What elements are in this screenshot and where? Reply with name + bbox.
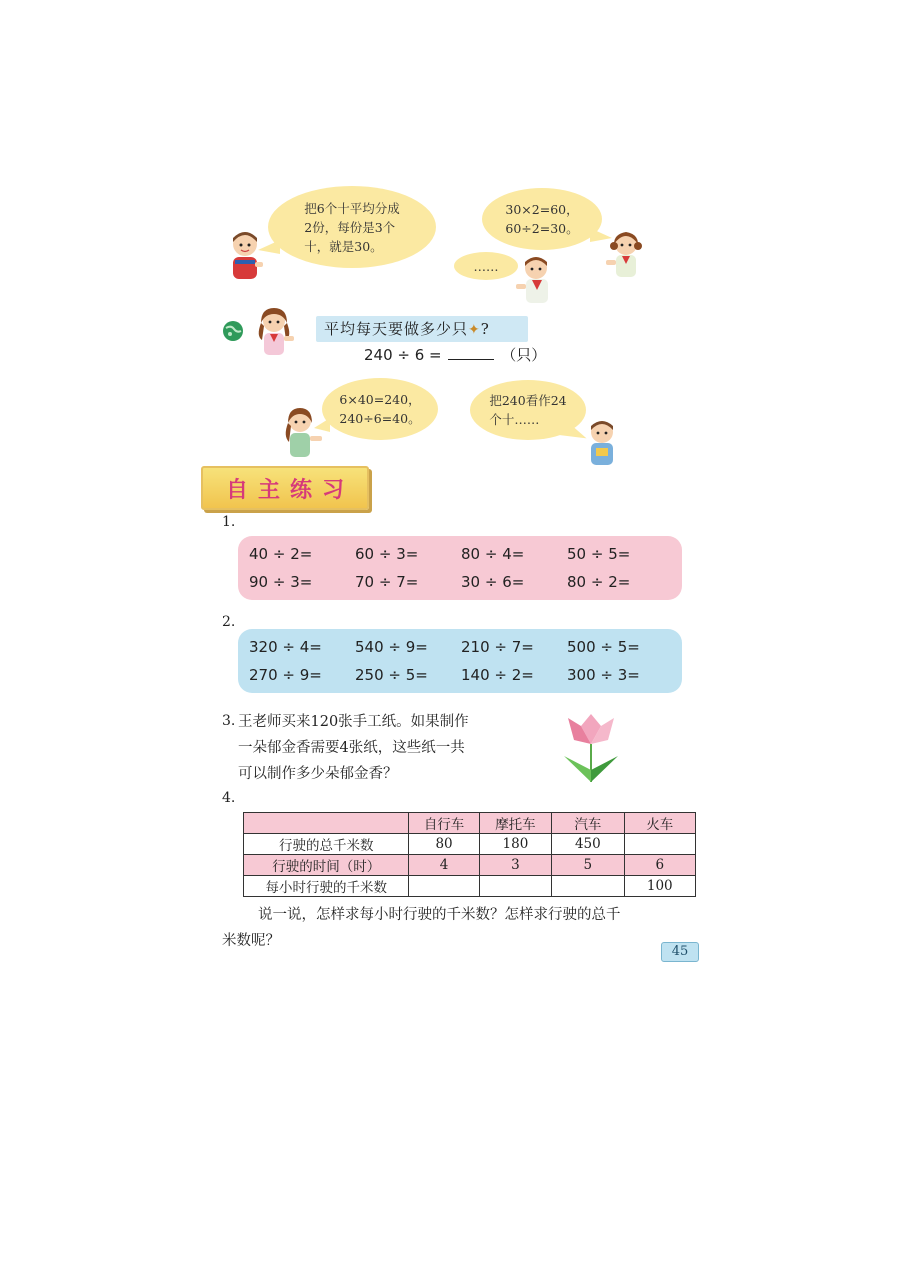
table-header: 摩托车 [479, 813, 551, 834]
exercise-item: 80 ÷ 4= [461, 545, 525, 563]
section-title [201, 466, 369, 510]
answer-blank [448, 345, 494, 360]
question-prompt [316, 316, 528, 342]
question-mark: ? [480, 320, 490, 338]
exercise-4-number: 4. [222, 790, 236, 806]
table-row [244, 855, 696, 876]
table-header: 火车 [624, 813, 695, 834]
exercise-1-number: 1. [222, 514, 236, 530]
table-cell: 5 [552, 855, 624, 876]
bubble-text: 把6个十平均分成 2份，每份是3个 十，就是30。 [304, 200, 400, 254]
bubble-text: 6×40=240， 240÷6=40。 [339, 392, 421, 426]
bubble-tail [314, 418, 330, 432]
table-row [244, 876, 696, 897]
exercise-item: 250 ÷ 5= [355, 666, 428, 684]
exercise-2-box [238, 629, 682, 693]
speech-bubble-left [268, 186, 436, 268]
speed-table [243, 812, 696, 897]
table-cell [409, 876, 479, 897]
exercise-item: 320 ÷ 4= [249, 638, 322, 656]
globe-icon [222, 320, 244, 346]
exercise-item: 500 ÷ 5= [567, 638, 640, 656]
exercise-1-box [238, 536, 682, 600]
bubble-text: 把240看作24 个十…… [489, 393, 567, 427]
table-cell: 每小时行驶的千米数 [244, 876, 409, 897]
exercise-item: 90 ÷ 3= [249, 573, 313, 591]
question-text: 平均每天要做多少只 [324, 320, 469, 338]
exercise-item: 70 ÷ 7= [355, 573, 419, 591]
table-cell [624, 834, 695, 855]
exercise-item: 300 ÷ 3= [567, 666, 640, 684]
table-cell: 行驶的时间（时） [244, 855, 409, 876]
equation-unit: （只） [501, 346, 547, 364]
exercise-item: 210 ÷ 7= [461, 638, 534, 656]
table-header: 汽车 [552, 813, 624, 834]
exercise-item: 80 ÷ 2= [567, 573, 631, 591]
exercise-item: 270 ÷ 9= [249, 666, 322, 684]
exercise-3-number: 3. [222, 713, 236, 729]
exercise-3-text: 王老师买来120张手工纸。如果制作 一朵郁金香需要4张纸，这些纸一共 可以制作多少朵郁金香？ [238, 714, 469, 782]
page-number: 45 [661, 942, 699, 962]
boy-character-middle [512, 254, 556, 312]
table-cell: 6 [624, 855, 695, 876]
speech-bubble-right [482, 188, 602, 250]
table-cell: 行驶的总千米数 [244, 834, 409, 855]
equation-left: 240 ÷ 6 = [364, 346, 442, 364]
girl-character-question [250, 306, 298, 362]
boy-character-bottom [582, 418, 622, 472]
exercise-item: 50 ÷ 5= [567, 545, 631, 563]
speech-bubble-bottom-left [322, 378, 438, 440]
boy-character-left [225, 230, 265, 286]
exercise-item: 30 ÷ 6= [461, 573, 525, 591]
bubble-text: …… [473, 258, 499, 274]
exercise-4-prompt: 说一说，怎样求每小时行驶的千米数？怎样求行驶的总千 米数呢？ [222, 907, 621, 949]
exercise-item: 540 ÷ 9= [355, 638, 428, 656]
table-cell [479, 876, 551, 897]
tulip-icon [560, 710, 622, 788]
crane-icon: ✦ [468, 322, 481, 338]
speech-bubble-middle [454, 252, 518, 280]
table-cell: 450 [552, 834, 624, 855]
section-title-text: 自主练习 [225, 477, 354, 503]
division-equation [364, 344, 546, 366]
table-header-row [244, 813, 696, 834]
table-cell: 100 [624, 876, 695, 897]
exercise-item: 40 ÷ 2= [249, 545, 313, 563]
table-header [244, 813, 409, 834]
table-cell: 180 [479, 834, 551, 855]
table-cell [552, 876, 624, 897]
bubble-text: 30×2=60， 60÷2=30。 [505, 202, 579, 236]
exercise-item: 140 ÷ 2= [461, 666, 534, 684]
exercise-2-number: 2. [222, 614, 236, 630]
exercise-item: 60 ÷ 3= [355, 545, 419, 563]
girl-character-bottom [280, 406, 326, 466]
table-cell: 4 [409, 855, 479, 876]
table-cell: 80 [409, 834, 479, 855]
bubble-tail [258, 240, 280, 254]
girl-character-right [604, 230, 648, 284]
table-cell: 3 [479, 855, 551, 876]
table-row [244, 834, 696, 855]
table-header: 自行车 [409, 813, 479, 834]
